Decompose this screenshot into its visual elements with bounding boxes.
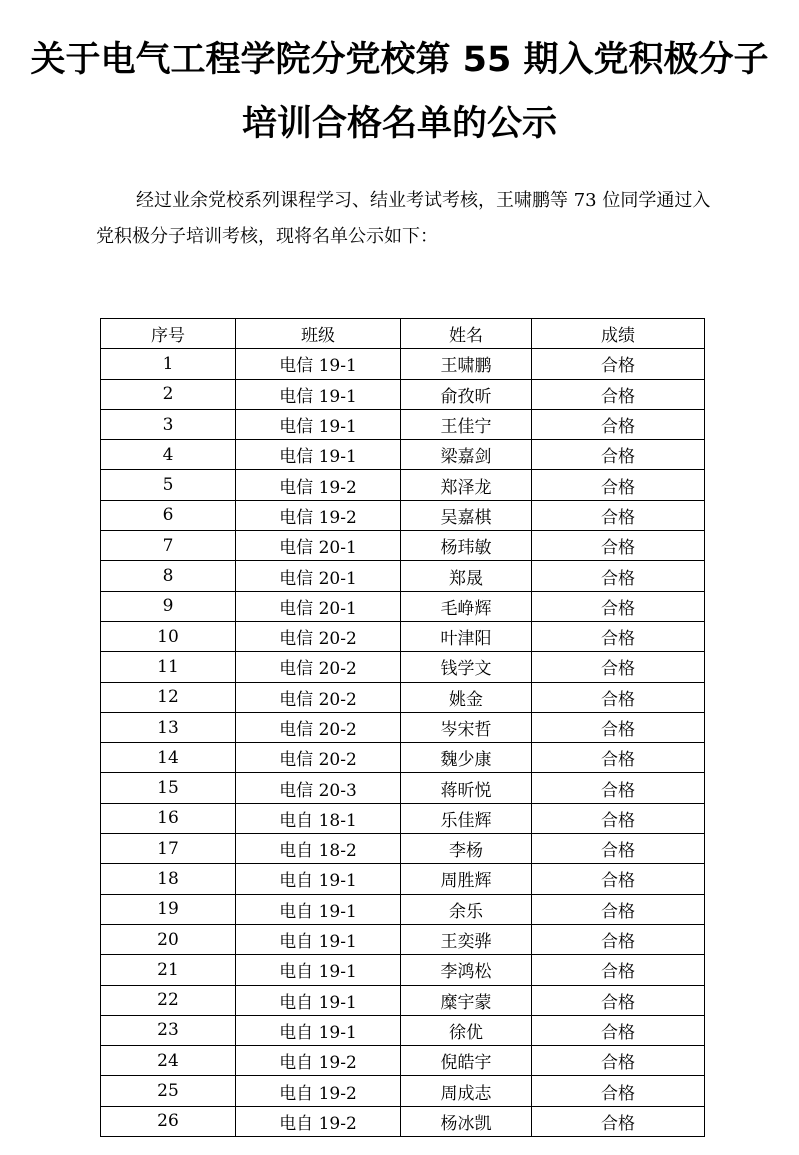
table-row: [101, 409, 705, 439]
cell-index: 12: [101, 682, 236, 712]
cell-name: 王奕骅: [401, 924, 532, 954]
cell-result: 合格: [532, 682, 705, 712]
table-row: [101, 621, 705, 651]
cell-result: 合格: [532, 1046, 705, 1076]
table-header: [101, 319, 705, 349]
cell-name: 俞孜昕: [401, 379, 532, 409]
cell-name: 余乐: [401, 894, 532, 924]
cell-name: 蒋昕悦: [401, 773, 532, 803]
cell-name: 毛峥辉: [401, 591, 532, 621]
cell-class: 电自 19-2: [236, 1106, 401, 1136]
cell-class: 电信 20-3: [236, 773, 401, 803]
table-row: [101, 1046, 705, 1076]
table-row: [101, 379, 705, 409]
cell-name: 郑晟: [401, 561, 532, 591]
cell-class: 电信 20-2: [236, 743, 401, 773]
cell-name: 杨玮敏: [401, 531, 532, 561]
cell-class: 电信 20-1: [236, 591, 401, 621]
cell-result: 合格: [532, 803, 705, 833]
cell-name: 吴嘉棋: [401, 500, 532, 530]
table-row: [101, 743, 705, 773]
cell-class: 电自 19-1: [236, 894, 401, 924]
cell-result: 合格: [532, 894, 705, 924]
table-row: [101, 955, 705, 985]
cell-index: 24: [101, 1046, 236, 1076]
table-row: [101, 500, 705, 530]
cell-index: 21: [101, 955, 236, 985]
table-row: [101, 834, 705, 864]
cell-result: 合格: [532, 1015, 705, 1045]
cell-class: 电自 18-2: [236, 834, 401, 864]
cell-name: 李鸿松: [401, 955, 532, 985]
cell-result: 合格: [532, 864, 705, 894]
cell-name: 王啸鹏: [401, 349, 532, 379]
table-row: [101, 652, 705, 682]
cell-result: 合格: [532, 924, 705, 954]
table-row: [101, 1015, 705, 1045]
cell-class: 电信 20-1: [236, 531, 401, 561]
cell-index: 2: [101, 379, 236, 409]
cell-name: 魏少康: [401, 743, 532, 773]
page-title-line-1: 关于电气工程学院分党校第 55 期入党积极分子: [30, 40, 769, 80]
table-header-row: [101, 319, 705, 349]
page-title-line-2: 培训合格名单的公示: [241, 104, 557, 144]
cell-name: 糜宇蒙: [401, 985, 532, 1015]
cell-result: 合格: [532, 1076, 705, 1106]
cell-name: 倪皓宇: [401, 1046, 532, 1076]
cell-result: 合格: [532, 440, 705, 470]
cell-result: 合格: [532, 773, 705, 803]
cell-name: 岑宋哲: [401, 712, 532, 742]
cell-index: 7: [101, 531, 236, 561]
cell-class: 电信 19-2: [236, 470, 401, 500]
table-row: [101, 894, 705, 924]
cell-class: 电信 20-1: [236, 561, 401, 591]
cell-index: 10: [101, 621, 236, 651]
cell-index: 4: [101, 440, 236, 470]
cell-name: 姚金: [401, 682, 532, 712]
table-row: [101, 349, 705, 379]
table-row: [101, 803, 705, 833]
cell-result: 合格: [532, 591, 705, 621]
cell-result: 合格: [532, 1106, 705, 1136]
cell-result: 合格: [532, 470, 705, 500]
cell-result: 合格: [532, 561, 705, 591]
cell-class: 电自 19-1: [236, 1015, 401, 1045]
cell-class: 电自 18-1: [236, 803, 401, 833]
cell-class: 电自 19-2: [236, 1046, 401, 1076]
table-row: [101, 773, 705, 803]
cell-index: 23: [101, 1015, 236, 1045]
cell-name: 李杨: [401, 834, 532, 864]
cell-class: 电自 19-2: [236, 1076, 401, 1106]
cell-name: 周成志: [401, 1076, 532, 1106]
cell-index: 5: [101, 470, 236, 500]
cell-index: 14: [101, 743, 236, 773]
table-row: [101, 470, 705, 500]
cell-index: 22: [101, 985, 236, 1015]
cell-index: 11: [101, 652, 236, 682]
cell-name: 杨冰凯: [401, 1106, 532, 1136]
cell-result: 合格: [532, 712, 705, 742]
header-index: 序号: [101, 319, 236, 349]
cell-class: 电自 19-1: [236, 955, 401, 985]
cell-class: 电自 19-1: [236, 864, 401, 894]
table-row: [101, 924, 705, 954]
cell-index: 9: [101, 591, 236, 621]
cell-index: 1: [101, 349, 236, 379]
table-row: [101, 682, 705, 712]
cell-result: 合格: [532, 985, 705, 1015]
header-name: 姓名: [401, 319, 532, 349]
cell-result: 合格: [532, 743, 705, 773]
cell-index: 3: [101, 409, 236, 439]
roster-table: [100, 318, 705, 1137]
cell-result: 合格: [532, 379, 705, 409]
cell-class: 电信 20-2: [236, 712, 401, 742]
cell-name: 钱学文: [401, 652, 532, 682]
cell-index: 17: [101, 834, 236, 864]
cell-class: 电信 19-1: [236, 409, 401, 439]
cell-class: 电信 19-2: [236, 500, 401, 530]
table-row: [101, 864, 705, 894]
table-row: [101, 591, 705, 621]
cell-result: 合格: [532, 621, 705, 651]
cell-name: 周胜辉: [401, 864, 532, 894]
table-row: [101, 1076, 705, 1106]
cell-name: 郑泽龙: [401, 470, 532, 500]
cell-result: 合格: [532, 349, 705, 379]
cell-index: 6: [101, 500, 236, 530]
table-body: [101, 349, 705, 1137]
header-result: 成绩: [532, 319, 705, 349]
table-row: [101, 985, 705, 1015]
cell-result: 合格: [532, 531, 705, 561]
cell-index: 20: [101, 924, 236, 954]
cell-name: 叶津阳: [401, 621, 532, 651]
table-row: [101, 531, 705, 561]
cell-class: 电信 19-1: [236, 440, 401, 470]
cell-index: 25: [101, 1076, 236, 1106]
header-class: 班级: [236, 319, 401, 349]
table-row: [101, 1106, 705, 1136]
table-row: [101, 712, 705, 742]
cell-result: 合格: [532, 834, 705, 864]
cell-class: 电信 20-2: [236, 682, 401, 712]
cell-class: 电自 19-1: [236, 924, 401, 954]
cell-result: 合格: [532, 500, 705, 530]
table-row: [101, 440, 705, 470]
cell-class: 电信 20-2: [236, 652, 401, 682]
cell-index: 15: [101, 773, 236, 803]
cell-class: 电信 19-1: [236, 349, 401, 379]
cell-result: 合格: [532, 409, 705, 439]
cell-index: 13: [101, 712, 236, 742]
cell-name: 梁嘉剑: [401, 440, 532, 470]
intro-paragraph: 经过业余党校系列课程学习、结业考试考核，王啸鹏等 73 位同学通过入党积极分子培训考核，现将名单公示如下：: [96, 190, 711, 247]
cell-result: 合格: [532, 652, 705, 682]
cell-class: 电信 19-1: [236, 379, 401, 409]
cell-name: 徐优: [401, 1015, 532, 1045]
cell-class: 电信 20-2: [236, 621, 401, 651]
cell-index: 18: [101, 864, 236, 894]
cell-name: 乐佳辉: [401, 803, 532, 833]
cell-index: 8: [101, 561, 236, 591]
cell-name: 王佳宁: [401, 409, 532, 439]
cell-class: 电自 19-1: [236, 985, 401, 1015]
cell-result: 合格: [532, 955, 705, 985]
cell-index: 16: [101, 803, 236, 833]
cell-index: 26: [101, 1106, 236, 1136]
table-row: [101, 561, 705, 591]
cell-index: 19: [101, 894, 236, 924]
